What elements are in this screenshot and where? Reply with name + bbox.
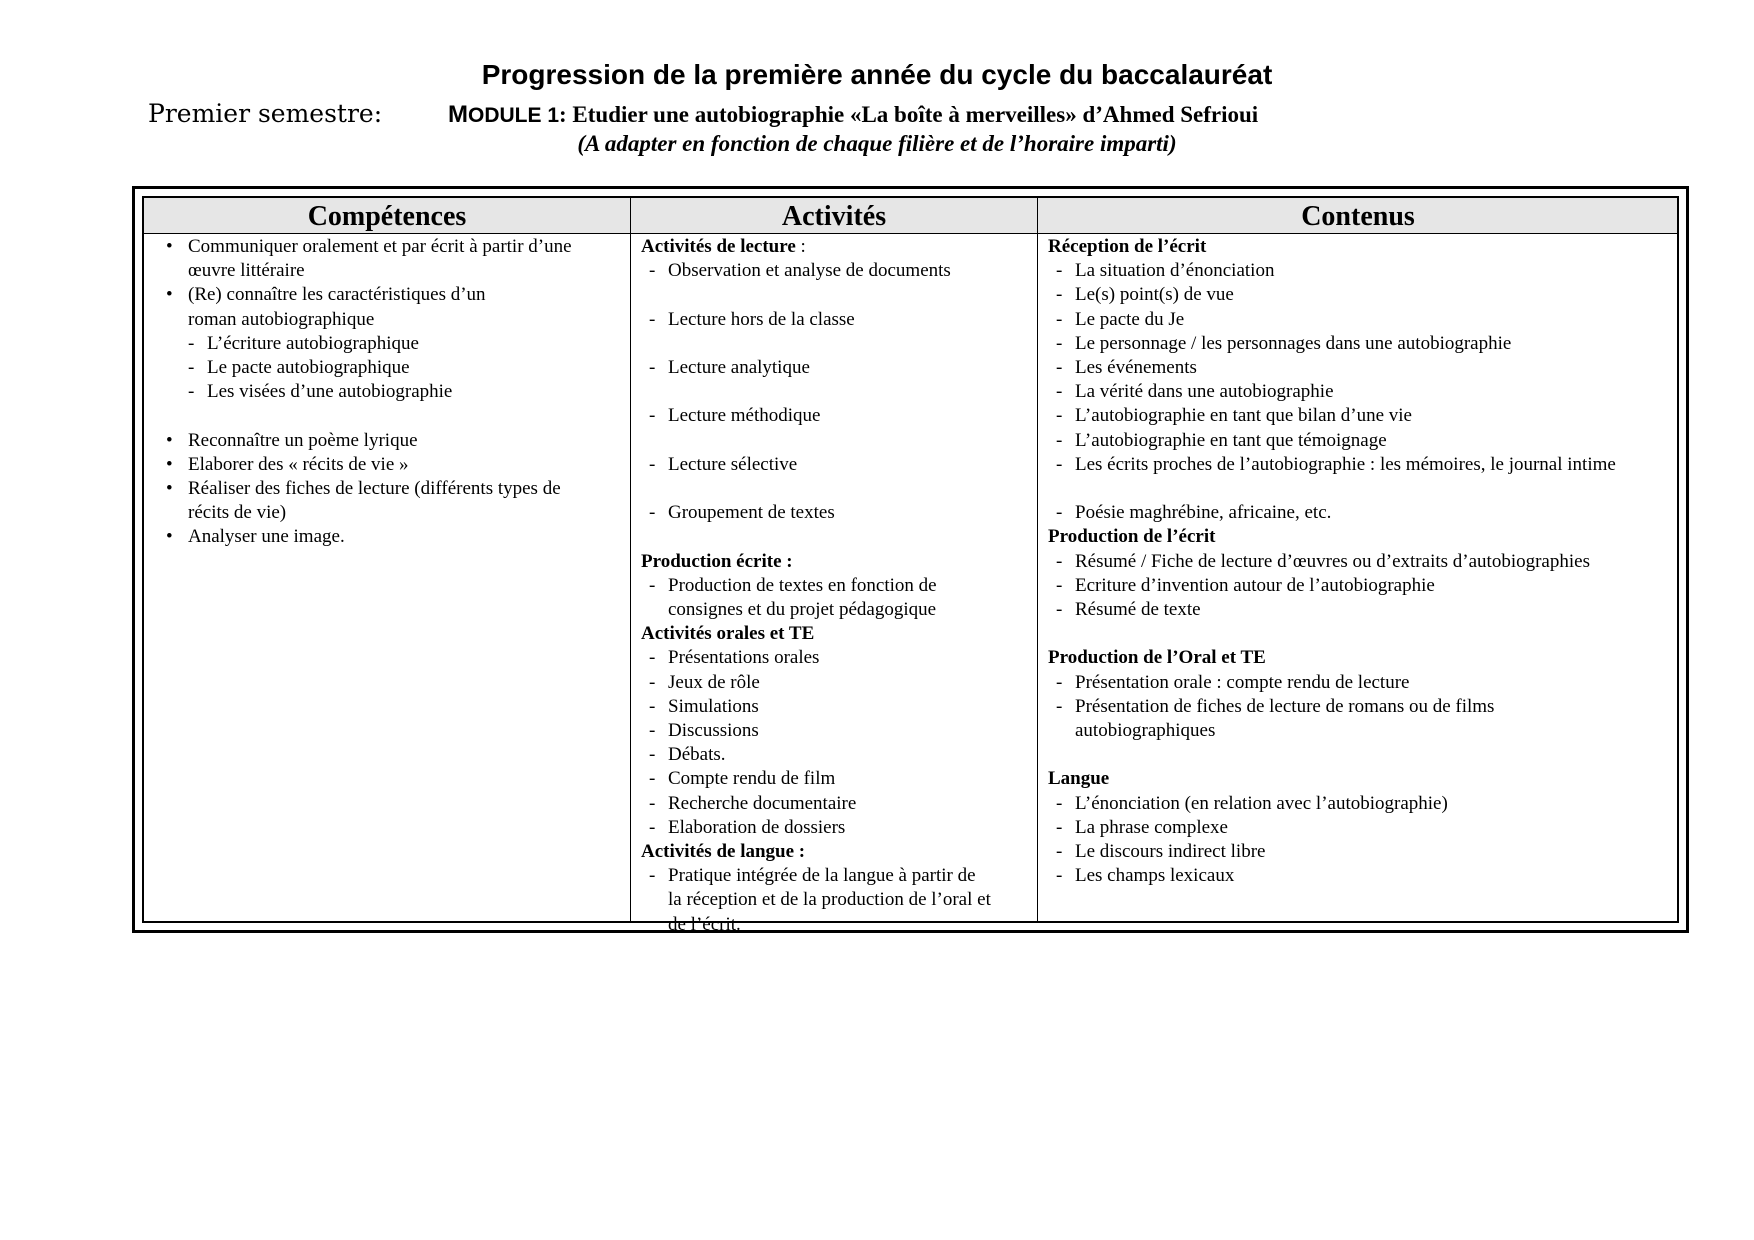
spacer [161,404,625,428]
list-item: - Présentations orales [641,646,1033,670]
list-item: - Lecture analytique [641,356,1033,380]
list-item: consignes et du projet pédagogique [668,598,937,620]
list-item: - Les visées d’une autobiographie [161,380,625,404]
list-item: - Groupement de textes [641,501,1033,525]
section-heading: Production de l’Oral et TE [1048,647,1266,669]
section-heading: Activités orales et TE [641,623,815,645]
list-item: - Recherche documentaire [641,792,1033,816]
list-item: - Production de textes en fonction de [641,574,1033,598]
contenus-column [1048,235,1678,888]
page-title: Progression de la première année du cycle du baccalauréat [481,59,1273,90]
spacer [1048,477,1678,501]
header-competences: Compétences [307,201,467,232]
list-item: autobiographiques [1075,720,1216,742]
section-heading: Activités de langue : [641,840,806,862]
subtitle: (A adapter en fonction de chaque filière et de l’horaire imparti) [577,131,1177,156]
spacer [1048,743,1678,767]
spacer [641,477,1033,501]
list-item: - Présentation de fiches de lecture de romans ou de films [1048,695,1678,719]
column-divider [1037,198,1038,921]
spacer [641,525,1033,549]
list-item: - La situation d’énonciation [1048,259,1678,283]
list-item: • Reconnaître un poème lyrique [161,429,625,453]
table-header [144,198,1677,234]
list-item: récits de vie) [188,502,287,524]
list-item: - La phrase complexe [1048,816,1678,840]
module-text: : Etudier une autobiographie «La boîte à merveilles» d’Ahmed Sefrioui [559,102,1259,127]
list-item: • Communiquer oralement et par écrit à partir d’une [161,235,625,259]
section-heading-text: Activités de lecture [641,236,796,257]
module-label [448,101,560,128]
list-item: • (Re) connaître les caractéristiques d’un [161,283,625,307]
list-item: - Compte rendu de film [641,767,1033,791]
list-item: - Résumé / Fiche de lecture d’œuvres ou d’extraits d’autobiographies [1048,550,1678,574]
list-item: - Le pacte autobiographique [161,356,625,380]
section-heading: Production de l’écrit [1048,526,1216,548]
list-item: - Discussions [641,719,1033,743]
list-item: la réception et de la production de l’oral et [668,889,991,911]
list-item: - Pratique intégrée de la langue à partir de [641,864,1033,888]
header-activites: Activités [781,201,887,232]
spacer [641,380,1033,404]
list-item: - Le pacte du Je [1048,308,1678,332]
list-item: œuvre littéraire [188,260,305,282]
header-contenus: Contenus [1301,201,1415,232]
table-inner [142,196,1679,935]
list-item: - L’énonciation (en relation avec l’autobiographie) [1048,792,1678,816]
competences-column [161,235,625,550]
list-item: - Lecture sélective [641,453,1033,477]
module-label-initial: M [448,101,468,128]
list-item: - Les champs lexicaux [1048,864,1678,888]
semester-label: Premier semestre: [148,99,383,128]
list-item: - Le discours indirect libre [1048,840,1678,864]
column-divider [630,198,631,921]
list-item: • Réaliser des fiches de lecture (différents types de [161,477,625,501]
list-item: - Poésie maghrébine, africaine, etc. [1048,501,1678,525]
module-label-rest: ODULE 1 [468,104,560,127]
list-item: - Le(s) point(s) de vue [1048,283,1678,307]
list-item: • Analyser une image. [161,525,625,549]
activites-column [641,235,1033,937]
section-heading: Langue [1048,768,1110,790]
section-heading-suffix: : [795,236,806,257]
list-item: roman autobiographique [188,308,375,330]
list-item: - Observation et analyse de documents [641,259,1033,283]
list-item: - Résumé de texte [1048,598,1678,622]
list-item: - L’autobiographie en tant que témoignage [1048,429,1678,453]
list-item: • Elaborer des « récits de vie » [161,453,625,477]
list-item: - L’autobiographie en tant que bilan d’une vie [1048,404,1678,428]
list-item: - La vérité dans une autobiographie [1048,380,1678,404]
list-item: - Présentation orale : compte rendu de lecture [1048,671,1678,695]
list-item: - L’écriture autobiographique [161,332,625,356]
list-item: - Les écrits proches de l’autobiographie : les mémoires, le journal intime [1048,453,1678,477]
list-item: - Simulations [641,695,1033,719]
section-heading: Production écrite : [641,550,793,572]
list-item: - Débats. [641,743,1033,767]
module-heading [448,100,1258,131]
list-item: - Lecture méthodique [641,404,1033,428]
list-item: - Jeux de rôle [641,671,1033,695]
list-item: - Les événements [1048,356,1678,380]
spacer [1048,622,1678,646]
list-item: - Ecriture d’invention autour de l’autobiographie [1048,574,1678,598]
progression-table [132,186,1689,933]
section-heading [641,235,1033,259]
spacer [641,429,1033,453]
spacer [641,332,1033,356]
spacer [641,283,1033,307]
list-item: - Elaboration de dossiers [641,816,1033,840]
section-heading: Réception de l’écrit [1048,236,1207,257]
list-item: - Lecture hors de la classe [641,308,1033,332]
list-item: de l’écrit. [668,913,741,935]
list-item: - Le personnage / les personnages dans une autobiographie [1048,332,1678,356]
